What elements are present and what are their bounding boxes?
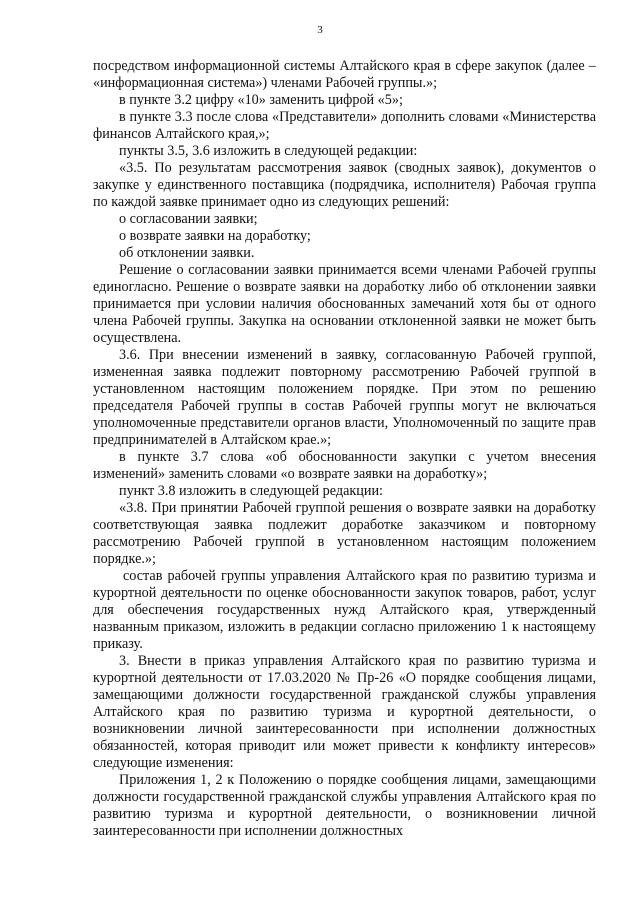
paragraph: 3. Внести в приказ управления Алтайского края по развитию туризма и курортной деятельности от 17.03.2020 № Пр-26 «О порядке сообщения лицами, замещающими должности государственной гражданской службы управления Алтайского края по развитию туризма и курортной деятельности, о возникновении личной заинтересованности при исполнении должностных обязанностей, которая приводит или может привести к конфликту интересов» следующие изменения:: [93, 653, 596, 771]
paragraph: пункты 3.5, 3.6 изложить в следующей редакции:: [119, 143, 418, 159]
paragraph: в пункте 3.7 слова «об обоснованности закупки с учетом внесения изменений» заменить словами «о возврате заявки на доработку»;: [93, 449, 596, 482]
paragraph: посредством информационной системы Алтайского края в сфере закупок (далее – «информационная система») членами Рабочей группы.»;: [93, 58, 596, 91]
paragraph: в пункте 3.3 после слова «Представители» дополнить словами «Министерства финансов Алтайского края,»;: [93, 109, 596, 142]
paragraph: состав рабочей группы управления Алтайского края по развитию туризма и курортной деятельности по оценке обоснованности закупок товаров, работ, услуг для обеспечения государственных нужд Алтайского края, утвержденный названным приказом, изложить в редакции согласно приложению 1 к настоящему приказу.: [93, 568, 596, 652]
paragraph: «3.8. При принятии Рабочей группой решения о возврате заявки на доработку соответствующая заявка подлежит доработке заказчиком и повторному рассмотрению Рабочей группой в установленном настоящим положением порядке.»;: [93, 500, 596, 567]
page-number: 3: [317, 24, 323, 36]
paragraph: Приложения 1, 2 к Положению о порядке сообщения лицами, замещающими должности государственной гражданской службы управления Алтайского края по развитию туризма и курортной деятельности, о возникновении личной заинтересованности при исполнении должностных: [93, 772, 596, 839]
list-item: о согласовании заявки;: [119, 211, 258, 227]
paragraph: пункт 3.8 изложить в следующей редакции:: [119, 483, 383, 499]
document-body: [93, 58, 596, 840]
paragraph: 3.6. При внесении изменений в заявку, согласованную Рабочей группой, измененная заявка подлежит повторному рассмотрению Рабочей группой в установленном настоящим положением порядке. При этом по решению председателя Рабочей группы в состав Рабочей группы могут не включаться уполномоченные представители органов власти, Уполномоченный по защите прав предпринимателей в Алтайском крае.»;: [93, 347, 596, 448]
list-item: о возврате заявки на доработку;: [119, 228, 311, 244]
paragraph: Решение о согласовании заявки принимается всеми членами Рабочей группы единогласно. Решение о возврате заявки на доработку либо об отклонении заявки принимается при условии наличия обоснованных замечаний хотя бы от одного члена Рабочей группы. Закупка на основании отклоненной заявки не может быть осуществлена.: [93, 262, 596, 346]
paragraph: в пункте 3.2 цифру «10» заменить цифрой «5»;: [119, 92, 403, 108]
paragraph: «3.5. По результатам рассмотрения заявок (сводных заявок), документов о закупке у единственного поставщика (подрядчика, исполнителя) Рабочая группа по каждой заявке принимает одно из следующих решений:: [93, 160, 596, 210]
list-item: об отклонении заявки.: [119, 245, 255, 261]
